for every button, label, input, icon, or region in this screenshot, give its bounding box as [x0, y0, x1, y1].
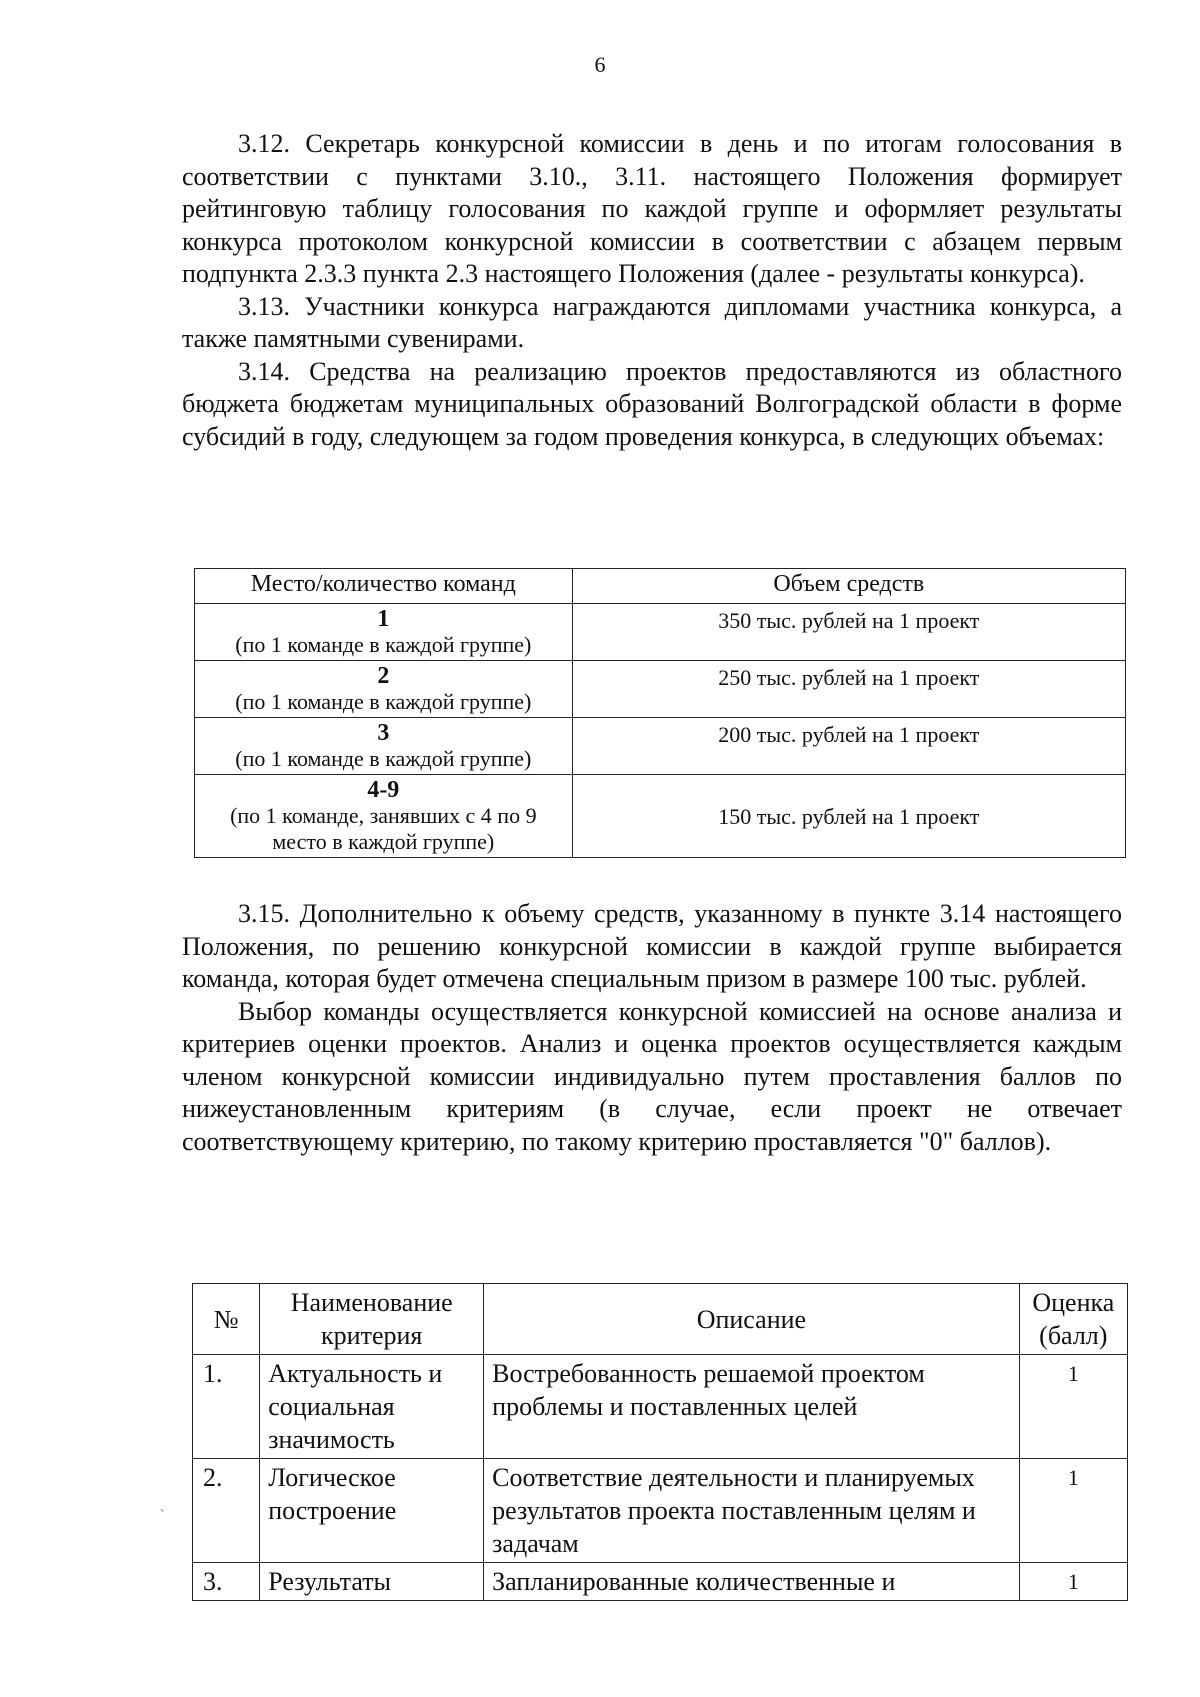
criteria-header-num: № [193, 1284, 260, 1355]
table-row [193, 1459, 1128, 1563]
criterion-description: Соответствие деятельности и планируемых результатов проекта поставленным целям и задачам [484, 1459, 1019, 1563]
criterion-description: Востребованность решаемой проектом проблемы и поставленных целей [484, 1355, 1019, 1459]
place-cell [195, 661, 573, 718]
funding-table [194, 568, 1126, 858]
criterion-score: 1 [1019, 1563, 1127, 1601]
criteria-header-desc: Описание [484, 1284, 1019, 1355]
place-note: (по 1 команде в каждой группе) [235, 632, 532, 657]
table-row [193, 1563, 1128, 1601]
criteria-table-header [193, 1284, 1128, 1355]
amount-cell: 150 тыс. рублей на 1 проект [572, 775, 1125, 858]
criterion-description: Запланированные количественные и [484, 1563, 1019, 1601]
place-number: 3 [377, 720, 390, 746]
amount-cell: 350 тыс. рублей на 1 проект [572, 604, 1125, 661]
table-row [195, 604, 1126, 661]
scan-speck: ` [160, 1508, 165, 1523]
paragraph-3-14: 3.14. Средства на реализацию проектов предоставляются из областного бюджета бюджетам муниципальных образований Волгоградской области в форме субсидий в году, следующем за годом проведения конкурса, в следующих объемах: [182, 356, 1122, 451]
criterion-number: 3. [193, 1563, 260, 1601]
place-cell [195, 718, 573, 775]
funding-table-header [195, 569, 1126, 604]
paragraph-selection: Выбор команды осуществляется конкурсной комиссией на основе анализа и критериев оценки проектов. Анализ и оценка проектов осуществляется каждым членом конкурсной комиссии индивидуально путем проставления баллов по нижеустановленным критериям (в случае, если проект не отвечает соответствующему критерию, по такому критерию проставляется "0" баллов). [182, 996, 1122, 1156]
place-cell [195, 775, 573, 858]
place-cell [195, 604, 573, 661]
amount-cell: 200 тыс. рублей на 1 проект [572, 718, 1125, 775]
place-note: (по 1 команде в каждой группе) [235, 746, 532, 771]
paragraph-3-15: 3.15. Дополнительно к объему средств, указанному в пункте 3.14 настоящего Положения, по решению конкурсной комиссии в каждой группе выбирается команда, которая будет отмечена специальным призом в размере 100 тыс. рублей. [182, 899, 1122, 993]
table-row [193, 1355, 1128, 1459]
table-row [195, 661, 1126, 718]
criterion-score: 1 [1019, 1459, 1127, 1563]
place-number: 2 [377, 663, 390, 689]
place-number: 1 [377, 606, 390, 632]
criteria-header-score: Оценка (балл) [1019, 1284, 1127, 1355]
place-note: (по 1 команде в каждой группе) [235, 689, 532, 714]
amount-cell: 250 тыс. рублей на 1 проект [572, 661, 1125, 718]
table-row [195, 718, 1126, 775]
criterion-name: Логическое построение [260, 1459, 484, 1563]
paragraph-3-12: 3.12. Секретарь конкурсной комиссии в день и по итогам голосования в соответствии с пунктами 3.10., 3.11. настоящего Положения формирует рейтинговую таблицу голосования по каждой группе и оформляет результаты конкурса протоколом конкурсной комиссии в соответствии с абзацем первым подпункта 2.3.3 пункта 2.3 настоящего Положения (далее - результаты конкурса). [182, 129, 1122, 288]
criterion-name: Актуальность и социальная значимость [260, 1355, 484, 1459]
criterion-number: 2. [193, 1459, 260, 1563]
page-number: 6 [594, 52, 606, 77]
criterion-name: Результаты [260, 1563, 484, 1601]
criteria-header-name: Наименование критерия [260, 1284, 484, 1355]
paragraph-3-13: 3.13. Участники конкурса награждаются дипломами участника конкурса, а также памятными сувенирами. [182, 291, 1122, 353]
funding-header-amount: Объем средств [572, 569, 1125, 604]
place-note: (по 1 команде, занявших с 4 по 9 место в каждой группе) [230, 803, 537, 854]
table-row [195, 775, 1126, 858]
criterion-score: 1 [1019, 1355, 1127, 1459]
text-block-top [182, 128, 1122, 453]
place-number: 4-9 [367, 777, 400, 803]
criterion-number: 1. [193, 1355, 260, 1459]
text-block-bottom [182, 898, 1122, 1158]
funding-header-place: Место/количество команд [195, 569, 573, 604]
criteria-table [192, 1283, 1128, 1601]
